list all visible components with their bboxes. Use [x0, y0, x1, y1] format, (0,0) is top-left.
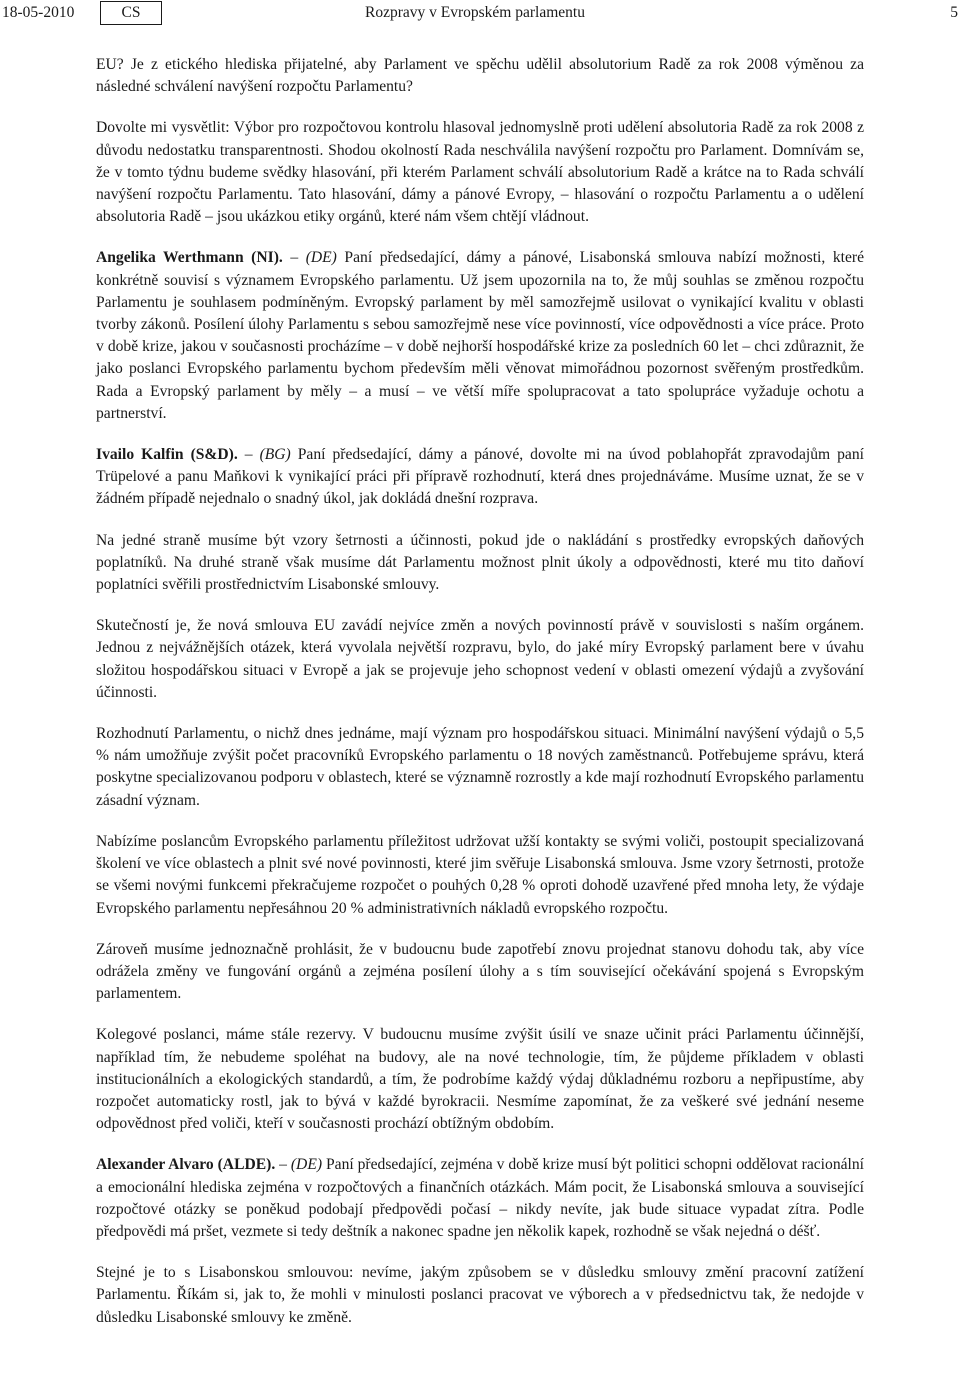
paragraph [96, 723, 864, 812]
paragraph [96, 939, 864, 1006]
paragraph-text: Na jedné straně musíme být vzory šetrnosti a účinnosti, pokud jde o nakládání s prostředky evropských daňových poplatníků. Na druhé straně však musíme dát Parlamentu možnost plnit úkoly a odpovědnosti, které mu tito daňoví poplatníci svěřili prostřednictvím Lisabonské smlouvy. [96, 531, 864, 594]
paragraph-text: EU? Je z etického hlediska přijatelné, aby Parlament ve spěchu udělil absolutorium Radě za rok 2008 výměnou za následné schválení navýšení rozpočtu Parlamentu? [96, 56, 864, 96]
paragraph [96, 615, 864, 704]
speech-paragraph: Ivailo Kalfin (S&D). – (BG) Paní předsedající, dámy a pánové, dovolte mi na úvod poblahopřát zpravodajům paní Trüpelové a panu Maňkovi k vynikající práci při přípravě rozhodnutí, která dnes projednáváme. Musíme uznat, že se v žádném případě nejednalo o snadný úkol, jak dokládá dnešní rozprava. [96, 446, 864, 508]
paragraph-text: Dovolte mi vysvětlit: Výbor pro rozpočtovou kontrolu hlasoval jednomyslně proti udělení absolutoria Radě za rok 2008 z důvodu nedostatku transparentnosti. Shodou okolností Rada neschválila navýšení rozpočtu pro Parlament. Domnívám se, že v tomto týdnu budeme svědky hlasování, při kterém Parlament schválí absolutorium Radě a krátce na to Rada schválí navýšení rozpočtu Parlamentu. Tato hlasování, dámy a pánové Evropy, – hlasování o rozpočtu Parlamentu a o udělení absolutoria Radě – jsou ukázkou etiky orgánů, které nám všem chtějí vládnout. [96, 119, 864, 226]
speaker-name: Angelika Werthmann (NI). [96, 249, 283, 267]
language-tag: (DE) [305, 249, 337, 267]
paragraph-text: Paní předsedající, dámy a pánové, Lisabonská smlouva nabízí možnosti, které konkrétně souvisí s významem Evropského parlamentu. Už jsem upozornila na to, že můj souhlas se změnou rozpočtu Parlamentu je souhlasem podmíněným. Evropský parlament by měl samozřejmě usilovat o vynikající kvalitu v oblasti tvorby zákonů. Posílení úlohy Parlamentu s sebou samozřejmě nese více povinností, více odpovědnosti a více práce. Proto v době krize, jakou v současnosti procházíme – v době nejhorší hospodářské krize za posledních 60 let – chci zdůraznit, že jako poslanci Evropského parlamentu bychom především měli věnovat mimořádnou pozornost svěřeným prostředkům. Rada a Evropský parlament by měly – a musí – ve větší míře spolupracovat a tato spolupráce vyžaduje ochotu a partnerství. [96, 249, 864, 422]
paragraph [96, 530, 864, 597]
paragraph-text: Paní předsedající, dámy a pánové, dovolte mi na úvod poblahopřát zpravodajům paní Trüpelové a panu Maňkovi k vynikající práci při přípravě rozhodnutí, která dnes projednáváme. Musíme uznat, že se v žádném případě nejednalo o snadný úkol, jak dokládá dnešní rozprava. [96, 446, 864, 508]
speaker-name: Ivailo Kalfin (S&D). [96, 446, 238, 464]
speaker-name: Alexander Alvaro (ALDE). [96, 1156, 276, 1174]
paragraph [96, 831, 864, 920]
paragraph-text: Paní předsedající, zejména v době krize musí být politici schopni oddělovat racionální a emocionální hlediska zejména v rozpočtových a finančních otázkách. Mám pocit, že Lisabonská smlouva a související rozpočtové otázky se poněkud podobají předpovědi počasí – nikdy nevíte, jak bude situace vypadat zítra. Podle předpovědi má pršet, vezmete si tedy deštník a nakonec spadne jen několik kapek, rozhodně se však nejedná o déšť. [96, 1156, 864, 1240]
paragraph [96, 54, 864, 98]
paragraph-text: Zároveň musíme jednoznačně prohlásit, že v budoucnu bude zapotřebí znovu projednat stanovu dohodu tak, aby více odrážela změny ve fungování orgánů a zejména posílení úlohy a s tím související očekávání spojená s Evropským parlamentem. [96, 940, 864, 1003]
page-number: 5 [950, 4, 958, 21]
speech-paragraph: Alexander Alvaro (ALDE). – (DE) Paní předsedající, zejména v době krize musí být politici schopni oddělovat racionální a emocionální hlediska zejména v rozpočtových a finančních otázkách. Mám pocit, že Lisabonská smlouva a související rozpočtové otázky se poněkud podobají předpovědi počasí – nikdy nevíte, jak bude situace vypadat zítra. Podle předpovědi má pršet, vezmete si tedy deštník a nakonec spadne jen několik kapek, rozhodně se však nejedná o déšť. [96, 1156, 864, 1240]
header-date: 18-05-2010 [2, 4, 75, 21]
speech-paragraph: Angelika Werthmann (NI). – (DE) Paní předsedající, dámy a pánové, Lisabonská smlouva nabízí možnosti, které konkrétně souvisí s významem Evropského parlamentu. Už jsem upozornila na to, že můj souhlas se změnou rozpočtu Parlamentu je souhlasem podmíněným. Evropský parlament by měl samozřejmě usilovat o vynikající kvalitu v oblasti tvorby zákonů. Posílení úlohy Parlamentu s sebou samozřejmě nese více povinností, více odpovědnosti a více práce. Proto v době krize, jakou v současnosti procházíme – v době nejhorší hospodářské krize za posledních 60 let – chci zdůraznit, že jako poslanci Evropského parlamentu bychom především měli věnovat mimořádnou pozornost svěřeným prostředkům. Rada a Evropský parlament by měly – a musí – ve větší míře spolupracovat a tato spolupráce vyžaduje ochotu a partnerství. [96, 249, 864, 422]
language-tag: (BG) [259, 446, 291, 464]
page-header [0, 0, 960, 28]
paragraph-text: Nabízíme poslancům Evropského parlamentu příležitost udržovat užší kontakty se svými voliči, postoupit specializovaná školení ve více oblastech a plnit své nové povinnosti, které jim svěřuje Lisabonská smlouva. Jsme vzory šetrnosti, protože se všemi novými funkcemi překračujeme rozpočet o pouhých 0,28 % oproti dohodě uzavřené před mnoha lety, že výdaje Evropského parlamentu nepřesáhnou 20 % administrativních nákladů evropského rozpočtu. [96, 832, 864, 917]
document-body [96, 54, 864, 1348]
paragraph [96, 1262, 864, 1329]
paragraph [96, 1024, 864, 1135]
publication-title: Rozpravy v Evropském parlamentu [365, 4, 585, 21]
paragraph-text: Stejné je to s Lisabonskou smlouvou: nevíme, jakým způsobem se v důsledku smlouvy změní pracovní zatížení Parlamentu. Říkám si, jak to, že mohli v minulosti poslanci pracovat ve výborech a v předsednictvu tak, že nedojde v důsledku Lisabonské smlouvy ke změně. [96, 1264, 864, 1326]
paragraph-text: Kolegové poslanci, máme stále rezervy. V budoucnu musíme zvýšit úsilí ve snaze učinit práci Parlamentu účinnější, například tím, že nebudeme spoléhat na budovy, ale na nové technologie, tím, že půjdeme příkladem v oblasti institucionálních a ekologických standardů, a tím, že podrobíme každý výdaj důkladnému rozboru a nepřipustíme, aby rozpočet automaticky rostl, jak to bývá v každé byrokracii. Nesmíme zapomínat, že za veškeré své jednání neseme odpovědnost před voliči, kteří v současnosti prochází obtížným obdobím. [96, 1026, 864, 1133]
paragraph-text: Rozhodnutí Parlamentu, o nichž dnes jednáme, mají význam pro hospodářskou situaci. Minimální navýšení výdajů o 5,5 % nám umožňuje zvýšit počet pracovníků Evropského parlamentu o 18 nových zaměstnanců. Potřebujeme správu, která poskytne specializovanou podporu v oblastech, které se významně rozrostly a kde mají rozhodnutí Evropského parlamentu zásadní význam. [96, 725, 864, 809]
paragraph [96, 117, 864, 228]
paragraph-text: Skutečností je, že nová smlouva EU zavádí nejvíce změn a nových povinností právě v souvislosti s naším orgánem. Jednou z nejvážnějších otázek, která vyvolala největší rozpravu, bylo, do jaké míry Evropský parlament bere v úvahu složitou hospodářskou situaci v Evropě a jak se projevuje jeho schopnost vedení v oblasti omezení výdajů a zvyšování účinnosti. [96, 617, 864, 701]
language-tag: (DE) [290, 1156, 323, 1174]
language-code-box: CS [100, 1, 162, 25]
